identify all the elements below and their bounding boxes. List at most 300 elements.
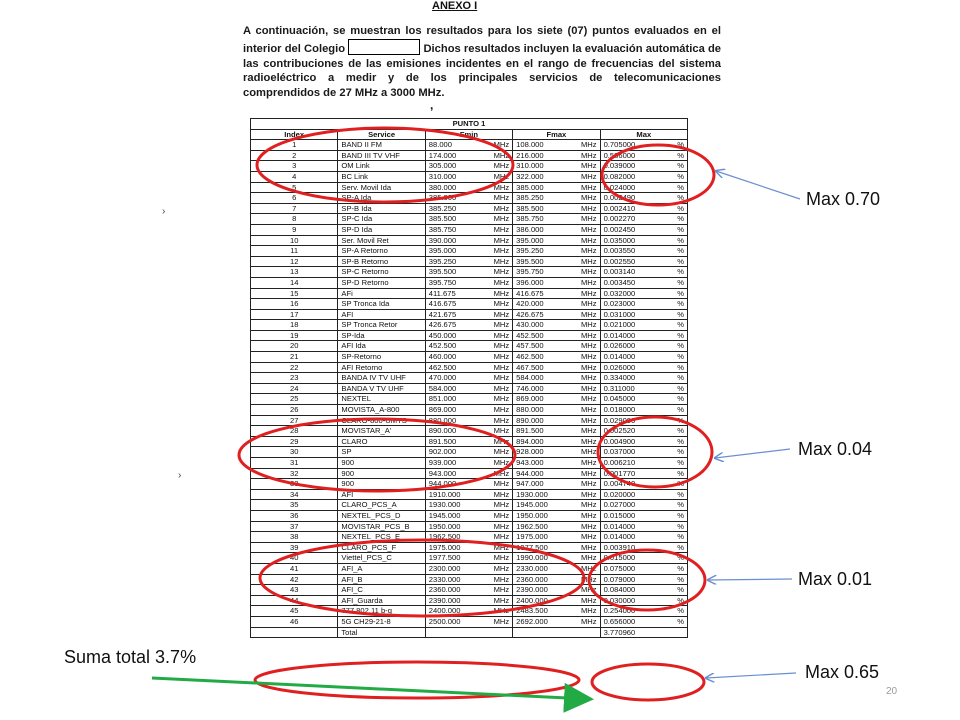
cell-index: 37 [251, 521, 338, 532]
cell-service: Ser. Movil Ret [338, 235, 425, 246]
cell-fmax-unit: MHz [580, 203, 597, 213]
cell-max-unit: % [677, 224, 684, 234]
highlight-ellipse-services-wifi [255, 662, 579, 698]
col-header-fmin: Fmin [425, 129, 512, 140]
cell-fmax-value: 216.000 [516, 150, 544, 160]
cell-fmax-unit: MHz [580, 532, 597, 542]
cell-fmin-unit: MHz [493, 150, 510, 160]
cell-max-unit: % [677, 373, 684, 383]
cell-max-unit: % [677, 436, 684, 446]
cell-fmin-unit: MHz [493, 341, 510, 351]
cell-fmin-value: 2360.000 [428, 585, 461, 595]
cell-fmin-value: 462.500 [428, 362, 457, 372]
cell-fmin-value: 426.675 [428, 320, 457, 330]
cell-fmin-value: 385.250 [428, 203, 457, 213]
intro-text-part2: Dichos resultados incluyen la evaluación automática de las contribuciones de las emisiones incidentes en el rango de frecuencias del sistema radioeléctrico a medir y de los principales servicios de telecomunicaciones comprendidos de 27 MHz a 3000 MHz. [243, 42, 722, 100]
cell-fmax-value: 420.000 [516, 299, 544, 309]
cell-service: AFI_A [338, 563, 425, 574]
cell-fmax-unit: MHz [580, 320, 597, 330]
cell-index: 24 [251, 383, 338, 394]
cell-fmin-unit: MHz [493, 500, 510, 510]
cell-service: MOVISTAR_A' [338, 426, 425, 437]
cell-fmin-value: 1910.000 [428, 489, 461, 499]
cell-fmax-value: 869.000 [516, 394, 544, 404]
cell-fmin-unit: MHz [493, 479, 510, 489]
annotation-max-1: Max 0.70 [806, 189, 881, 209]
cell-fmin-unit: MHz [493, 574, 510, 584]
cell-fmax-unit: MHz [580, 606, 597, 616]
cell-index: 26 [251, 405, 338, 416]
cell-index: 18 [251, 320, 338, 331]
cell-max-value: 0.002520 [603, 426, 636, 436]
cell-service: CLARO_PCS_A [338, 500, 425, 511]
cell-index: 2 [251, 150, 338, 161]
col-header-fmax: Fmax [513, 129, 600, 140]
cell-fmax-value: 1962.500 [516, 521, 548, 531]
cell-max-value: 0.015000 [603, 553, 636, 563]
cell-fmin-value: 411.675 [428, 288, 456, 298]
cell-index: 20 [251, 341, 338, 352]
cell-fmax-value: 416.675 [516, 288, 544, 298]
cell-fmax-unit: MHz [580, 235, 597, 245]
cell-service: SP-D Retorno [338, 277, 425, 288]
cell-fmin-value: 2400.000 [428, 606, 461, 616]
cell-max-unit: % [677, 394, 684, 404]
cell-fmin-unit: MHz [493, 532, 510, 542]
cell-fmax-unit: MHz [580, 214, 597, 224]
cell-index: 23 [251, 373, 338, 384]
cell-fmin-unit: MHz [493, 415, 510, 425]
cell-max-unit: % [677, 161, 684, 171]
cell-fmax-unit: MHz [580, 256, 597, 266]
cell-max-unit: % [677, 521, 684, 531]
cell-fmax-value: 891.500 [516, 426, 544, 436]
cell-service: AFi [338, 288, 425, 299]
cell-fmin-unit: MHz [493, 330, 510, 340]
cell-service: SP-B Retorno [338, 256, 425, 267]
cell-fmax-unit: MHz [580, 447, 597, 457]
cell-max-value: 0.003450 [603, 277, 636, 287]
cell-service: NEXTEL_PCS_E [338, 532, 425, 543]
cell-fmin-unit: MHz [493, 203, 510, 213]
cell-service: CLARO_PCS_F [338, 542, 425, 553]
cell-fmin-value: 880.000 [428, 415, 457, 425]
cell-fmax-unit: MHz [580, 595, 597, 605]
cell-fmin-value: 943.000 [428, 468, 457, 478]
cell-index: 8 [251, 214, 338, 225]
cell-fmin-unit: MHz [493, 309, 510, 319]
cell-max-value: 0.039000 [603, 161, 636, 171]
cell-fmax-value: 2483.500 [516, 606, 548, 616]
cell-fmin-unit: MHz [493, 214, 510, 224]
cell-service: 900 [338, 468, 425, 479]
cell-fmin-value: 395.000 [428, 246, 457, 256]
cell-fmin-value: 890.000 [428, 426, 457, 436]
cell-max-value: 0.004900 [603, 436, 636, 446]
cell-service: 900 [338, 458, 425, 469]
cell-max-value: 0.031000 [603, 309, 636, 319]
cell-max-value: 0.023000 [603, 299, 636, 309]
cell-index: 25 [251, 394, 338, 405]
cell-max-value: 0.002490 [603, 193, 636, 203]
cell-max-value: 0.254000 [603, 606, 636, 616]
cell-fmax-unit: MHz [580, 224, 597, 234]
cell-fmin-unit: MHz [493, 553, 510, 563]
cell-service: AFI Ida [338, 341, 425, 352]
cell-max-value: 0.020000 [603, 489, 636, 499]
cell-fmax-value: 1990.000 [516, 553, 548, 563]
cell-service: AFI_C [338, 585, 425, 596]
cell-max-unit: % [677, 574, 684, 584]
cell-fmax-value: 1950.000 [516, 510, 548, 520]
cell-service: AFI_Guarda [338, 595, 425, 606]
cell-fmax-unit: MHz [580, 574, 597, 584]
cell-fmin-unit: MHz [493, 585, 510, 595]
cell-index: 35 [251, 500, 338, 511]
cell-fmax-value: 457.500 [516, 341, 544, 351]
cell-index: 22 [251, 362, 338, 373]
cell-max-value: 0.006210 [603, 458, 636, 467]
cell-index: 15 [251, 288, 338, 299]
cell-fmax-value: 385.750 [516, 214, 544, 224]
cell-fmin-value: 944.000 [428, 479, 457, 489]
cell-service: 900 [338, 479, 425, 490]
cell-service: MOVISTAR_PCS_B [338, 521, 425, 532]
cell-index: 32 [251, 468, 338, 479]
cell-max-unit: % [677, 616, 684, 626]
cell-service: AFI [338, 309, 425, 320]
cell-fmax-value: 395.250 [516, 246, 544, 256]
col-header-max: Max [600, 129, 687, 140]
cell-fmin-value: 385.500 [428, 214, 457, 224]
cell-fmax-value: 430.000 [516, 320, 544, 330]
cell-fmin-value: 939.000 [428, 458, 457, 467]
cell-max-value: 0.026000 [603, 362, 636, 372]
cell-service: MOVISTA_A-800 [338, 405, 425, 416]
cell-fmax-value: 1977.500 [516, 542, 548, 552]
arrow-max2 [715, 449, 790, 458]
cell-fmax-unit: MHz [580, 510, 597, 520]
cell-fmin-unit: MHz [493, 267, 510, 277]
cell-max-value: 0.018000 [603, 405, 636, 415]
cell-fmin-unit: MHz [493, 510, 510, 520]
cell-fmin-unit: MHz [493, 489, 510, 499]
cell-index: 9 [251, 224, 338, 235]
cell-fmax-unit: MHz [580, 405, 597, 415]
cell-fmax-unit: MHz [580, 171, 597, 181]
cell-fmin-value: 902.000 [428, 447, 457, 457]
scan-speck: › [162, 206, 166, 217]
cell-fmax-unit: MHz [580, 500, 597, 510]
cell-max-unit: % [677, 585, 684, 595]
cell-index: 6 [251, 193, 338, 204]
annotation-max-2: Max 0.04 [798, 439, 873, 459]
cell-fmax-value: 894.000 [516, 436, 544, 446]
cell-max-unit: % [677, 267, 684, 277]
cell-fmin-value: 390.000 [428, 235, 457, 245]
annotation-max-4: Max 0.65 [805, 662, 880, 682]
cell-fmax-unit: MHz [580, 563, 597, 573]
cell-fmin-unit: MHz [493, 362, 510, 372]
cell-fmax-value: 2360.000 [516, 574, 548, 584]
cell-fmin-unit: MHz [493, 299, 510, 309]
cell-fmax-unit: MHz [580, 521, 597, 531]
cell-fmin-unit: MHz [493, 426, 510, 436]
cell-max-unit: % [677, 405, 684, 415]
cell-service: SP Tronca Ida [338, 299, 425, 310]
cell-fmax-value: 584.000 [516, 373, 544, 383]
cell-max-unit: % [677, 500, 684, 510]
cell-fmax-value: 2692.000 [516, 616, 548, 626]
cell-index: 41 [251, 563, 338, 574]
cell-fmax-unit: MHz [580, 616, 597, 626]
cell-max-unit: % [677, 203, 684, 213]
cell-max-value: 0.027000 [603, 500, 636, 510]
cell-fmin-unit: MHz [493, 288, 510, 298]
scan-speck: › [178, 470, 182, 481]
cell-max-value: 0.035000 [603, 235, 636, 245]
cell-fmin-value: 1977.500 [428, 553, 461, 563]
cell-max-unit: % [677, 563, 684, 573]
highlight-ellipse-services-pcs [260, 540, 584, 616]
cell-index: 33 [251, 479, 338, 490]
cell-fmax-unit: MHz [580, 150, 597, 160]
cell-max-unit: % [677, 309, 684, 319]
cell-fmin-unit: MHz [493, 563, 510, 573]
cell-fmax-value: 426.675 [516, 309, 544, 319]
cell-fmin-unit: MHz [493, 394, 510, 404]
cell-service: AFI_B [338, 574, 425, 585]
cell-fmax-value: 1945.000 [516, 500, 548, 510]
cell-fmin-value: 584.000 [428, 383, 457, 393]
cell-service: BC Link [338, 171, 425, 182]
arrow-max1 [716, 171, 800, 199]
cell-fmax-unit: MHz [580, 140, 597, 150]
cell-fmax-value: 2330.000 [516, 563, 548, 573]
cell-max-value: 0.014000 [603, 521, 636, 531]
cell-service: SP Tronca Retor [338, 320, 425, 331]
cell-max-value: 0.656000 [603, 616, 636, 626]
cell-service: Serv. Movil Ida [338, 182, 425, 193]
cell-max-unit: % [677, 553, 684, 563]
cell-max-value: 0.003550 [603, 246, 636, 256]
cell-fmax-unit: MHz [580, 585, 597, 595]
cell-index: 40 [251, 553, 338, 564]
cell-max-value: 0.705000 [603, 140, 636, 150]
cell-service: BAND II FM [338, 140, 425, 151]
cell-fmax-unit: MHz [580, 246, 597, 256]
cell-fmin-unit: MHz [493, 521, 510, 531]
cell-fmax-value: 2390.000 [516, 585, 548, 595]
cell-max-value: 0.082000 [603, 171, 636, 181]
cell-index: 11 [251, 246, 338, 257]
cell-max-value: 0.003140 [603, 267, 636, 277]
cell-fmin-value: 416.675 [428, 299, 457, 309]
cell-fmax-value: 880.000 [516, 405, 544, 415]
cell-index: 19 [251, 330, 338, 341]
cell-service: BAND III TV VHF [338, 150, 425, 161]
cell-fmin-value: 470.000 [428, 373, 457, 383]
cell-fmin-unit: MHz [493, 542, 510, 552]
cell-fmax-value: 322.000 [516, 171, 544, 181]
cell-fmin-value: 421.675 [428, 309, 457, 319]
cell-max-unit: % [677, 214, 684, 224]
cell-max-value: 0.014000 [603, 330, 636, 340]
cell-index: 34 [251, 489, 338, 500]
cell-service: SP-D Ida [338, 224, 425, 235]
cell-fmax-unit: MHz [580, 330, 597, 340]
cell-max-unit: % [677, 447, 684, 457]
cell-max-unit: % [677, 542, 684, 552]
cell-fmin-unit: MHz [493, 140, 510, 150]
cell-max-unit: % [677, 362, 684, 372]
cell-max-unit: % [677, 150, 684, 160]
cell-fmax-value: 395.000 [516, 235, 544, 245]
cell-fmin-value: 1975.000 [428, 542, 461, 552]
cell-service: NEXTEL_PCS_D [338, 510, 425, 521]
cell-max-value: 0.032000 [603, 288, 636, 298]
cell-fmin-value: 395.750 [428, 277, 457, 287]
cell-service: 777 802.11 b-g [338, 606, 425, 617]
cell-index: 21 [251, 352, 338, 363]
total-value: 3.770960 [600, 627, 687, 638]
cell-max-unit: % [677, 510, 684, 520]
total-label: Total [338, 627, 425, 638]
cell-fmin-value: 2330.000 [428, 574, 461, 584]
cell-max-unit: % [677, 330, 684, 340]
cell-index: 28 [251, 426, 338, 437]
cell-max-unit: % [677, 489, 684, 499]
cell-max-value: 0.311000 [603, 383, 635, 393]
cell-service: SP-C Retorno [338, 267, 425, 278]
highlight-ellipse-max-wifi [592, 664, 704, 700]
cell-index: 46 [251, 616, 338, 627]
cell-fmax-unit: MHz [580, 436, 597, 446]
cell-fmin-unit: MHz [493, 606, 510, 616]
highlight-ellipse-services-800 [239, 419, 515, 491]
cell-fmax-value: 395.500 [516, 256, 544, 266]
cell-fmin-unit: MHz [493, 161, 510, 171]
arrow-max3 [708, 579, 792, 580]
cell-fmax-value: 395.750 [516, 267, 544, 277]
cell-fmin-value: 452.500 [428, 341, 457, 351]
cell-max-value: 0.002450 [603, 224, 636, 234]
cell-fmin-unit: MHz [493, 468, 510, 478]
cell-service: AFI [338, 489, 425, 500]
cell-fmin-value: 460.000 [428, 352, 457, 362]
cell-max-value: 0.002410 [603, 203, 636, 213]
cell-fmax-unit: MHz [580, 426, 597, 436]
annotation-max-3: Max 0.01 [798, 569, 873, 589]
cell-fmin-value: 891.500 [428, 436, 457, 446]
cell-index: 17 [251, 309, 338, 320]
cell-max-unit: % [677, 182, 684, 192]
col-header-service: Service [338, 129, 425, 140]
cell-index: 10 [251, 235, 338, 246]
highlight-ellipse-max-top [602, 145, 714, 205]
cell-max-unit: % [677, 458, 684, 467]
cell-service: SP-A Retorno [338, 246, 425, 257]
cell-fmax-value: 890.000 [516, 415, 544, 425]
cell-service: CLARO [338, 436, 425, 447]
cell-fmax-unit: MHz [580, 299, 597, 309]
cell-fmin-unit: MHz [493, 458, 510, 467]
arrow-max4 [706, 673, 796, 678]
cell-service: SP-Retorno [338, 352, 425, 363]
cell-service: AFI Retorno [338, 362, 425, 373]
cell-service: Viettel_PCS_C [338, 553, 425, 564]
cell-fmax-unit: MHz [580, 394, 597, 404]
cell-max-unit: % [677, 595, 684, 605]
cell-fmin-value: 1945.000 [428, 510, 461, 520]
cell-fmin-value: 2500.000 [428, 616, 461, 626]
cell-max-value: 0.004740 [603, 479, 636, 489]
cell-fmax-unit: MHz [580, 362, 597, 372]
cell-fmax-value: 385.500 [516, 203, 544, 213]
cell-fmin-unit: MHz [493, 246, 510, 256]
cell-fmin-unit: MHz [493, 320, 510, 330]
cell-fmin-unit: MHz [493, 383, 510, 393]
cell-max-unit: % [677, 415, 684, 425]
cell-max-unit: % [677, 383, 684, 393]
cell-index: 30 [251, 447, 338, 458]
cell-max-value: 0.079000 [603, 574, 636, 584]
cell-max-value: 0.084000 [603, 585, 636, 595]
cell-index: 42 [251, 574, 338, 585]
cell-max-value: 0.021000 [603, 320, 636, 330]
cell-fmax-value: 452.500 [516, 330, 544, 340]
highlight-ellipse-max-pcs [589, 550, 705, 610]
cell-fmin-value: 2300.000 [428, 563, 461, 573]
cell-fmax-value: 467.500 [516, 362, 544, 372]
cell-max-unit: % [677, 171, 684, 181]
cell-service: CLARO-800-UMTS [338, 415, 425, 426]
cell-fmax-unit: MHz [580, 267, 597, 277]
cell-index: 7 [251, 203, 338, 214]
cell-fmax-unit: MHz [580, 383, 597, 393]
cell-max-value: 0.075000 [603, 563, 636, 573]
cell-fmin-value: 380.000 [428, 182, 457, 192]
cell-max-value: 0.001770 [603, 468, 636, 478]
cell-fmax-unit: MHz [580, 161, 597, 171]
cell-max-unit: % [677, 277, 684, 287]
cell-service: 5G CH29-21-8 [338, 616, 425, 627]
cell-max-unit: % [677, 341, 684, 351]
cell-max-unit: % [677, 606, 684, 616]
cell-fmax-value: 462.500 [516, 352, 544, 362]
cell-index: 13 [251, 267, 338, 278]
cell-max-value: 0.026000 [603, 341, 636, 351]
cell-fmax-value: 310.000 [516, 161, 544, 171]
cell-max-unit: % [677, 256, 684, 266]
cell-service: SP-A Ida [338, 193, 425, 204]
cell-index: 29 [251, 436, 338, 447]
cell-index: 43 [251, 585, 338, 596]
cell-index: 27 [251, 415, 338, 426]
cell-fmax-value: 385.000 [516, 182, 544, 192]
cell-fmin-value: 88.000 [428, 140, 453, 150]
cell-max-value: 0.030000 [603, 595, 636, 605]
cell-max-value: 0.002270 [603, 214, 636, 224]
cell-fmax-unit: MHz [580, 288, 597, 298]
cell-max-unit: % [677, 479, 684, 489]
cell-max-value: 0.003910 [603, 542, 636, 552]
cell-fmin-value: 1950.000 [428, 521, 461, 531]
cell-fmax-unit: MHz [580, 458, 597, 467]
cell-fmax-unit: MHz [580, 553, 597, 563]
cell-max-value: 0.014000 [603, 352, 636, 362]
cell-index: 36 [251, 510, 338, 521]
